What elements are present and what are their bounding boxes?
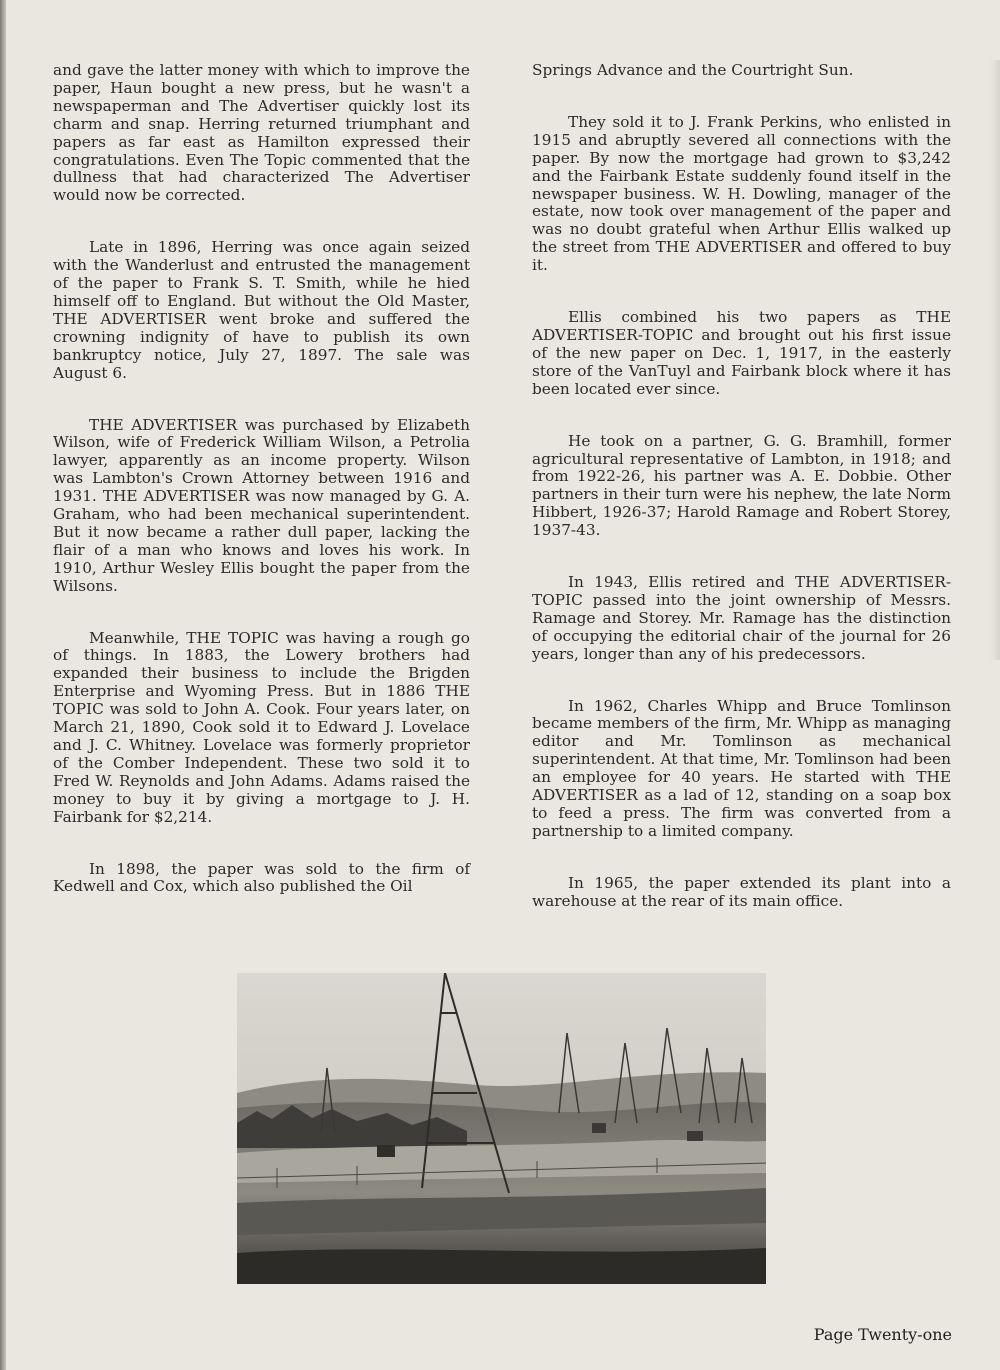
paragraph: THE ADVERTISER was purchased by Elizabeth Wilson, wife of Frederick William Wilson, a Petrolia lawyer, apparently as an income property. Wilson was Lambton's Crown Attorney between 1916 and 1931. THE ADVERTISER was now managed by G. A. Graham, who had been mechanical superintendent. But it now became a rather dull paper, lacking the flair of a man who knows and loves his work. In 1910, Arthur Wesley Ellis bought the paper from the Wilsons. [53,415,470,595]
page-number: Page Twenty-one [813,1325,952,1344]
oil-field-photograph [237,973,766,1284]
paragraph: In 1943, Ellis retired and THE ADVERTISER-TOPIC passed into the joint ownership of Messrs. Ramage and Storey. Mr. Ramage has the distinction of occupying the editorial chair of the journal for 26 years, longer than any of his predecessors. [532,573,951,663]
page-binding-edge [0,0,6,1370]
paragraph: In 1962, Charles Whipp and Bruce Tomlinson became members of the firm, Mr. Whipp as managing editor and Mr. Tomlinson as mechanical superintendent. At that time, Mr. Tomlinson had been an employee for 40 years. He started with THE ADVERTISER as a lad of 12, standing on a soap box to feed a press. The firm was converted from a partnership to a limited company. [532,696,951,840]
paragraph: In 1965, the paper extended its plant into a warehouse at the rear of its main office. [532,873,951,910]
paragraph: and gave the latter money with which to improve the paper, Haun bought a new press, but he wasn't a newspaperman and The Advertiser quickly lost its charm and snap. Herring returned triumphant and papers as far east as Hamilton expressed their congratulations. Even The Topic commented that the dullness that had characterized The Advertiser would now be corrected. [53,61,470,205]
page-right-edge [990,60,1000,660]
paragraph: Late in 1896, Herring was once again seized with the Wanderlust and entrusted the management of the paper to Frank S. T. Smith, while he hied himself off to England. But without the Old Master, THE ADVERTISER went broke and suffered the crowning indignity of have to publish its own bankruptcy notice, July 27, 1897. The sale was August 6. [53,238,470,382]
paragraph: He took on a partner, G. G. Bramhill, former agricultural representative of Lambton, in 1918; and from 1922-26, his partner was A. E. Dobbie. Other partners in their turn were his nephew, the late Norm Hibbert, 1926-37; Harold Ramage and Robert Storey, 1937-43. [532,431,951,540]
right-text-column [532,62,951,945]
paragraph: In 1898, the paper was sold to the firm of Kedwell and Cox, which also published the Oil [53,859,470,896]
paragraph: Ellis combined his two papers as THE ADVERTISER-TOPIC and brought out his first issue of the new paper on Dec. 1, 1917, in the easterly store of the VanTuyl and Fairbank block where it has been located ever since. [532,308,951,398]
paragraph: Springs Advance and the Courtright Sun. [532,61,854,79]
left-text-column [53,62,470,930]
paragraph: Meanwhile, THE TOPIC was having a rough go of things. In 1883, the Lowery brothers had expanded their business to include the Brigden Enterprise and Wyoming Press. But in 1886 THE TOPIC was sold to John A. Cook. Four years later, on March 21, 1890, Cook sold it to Edward J. Lovelace and J. C. Whitney. Lovelace was formerly proprietor of the Comber Independent. These two sold it to Fred W. Reynolds and John Adams. Adams raised the money to buy it by giving a mortgage to J. H. Fairbank for $2,214. [53,628,470,826]
paragraph: They sold it to J. Frank Perkins, who enlisted in 1915 and abruptly severed all connections with the paper. By now the mortgage had grown to $3,242 and the Fairbank Estate suddenly found itself in the newspaper business. W. H. Dowling, manager of the estate, now took over management of the paper and was no doubt grateful when Arthur Ellis walked up the street from THE ADVERTISER and offered to buy it. [532,112,951,275]
oil-field-photograph-drawing [237,973,766,1284]
